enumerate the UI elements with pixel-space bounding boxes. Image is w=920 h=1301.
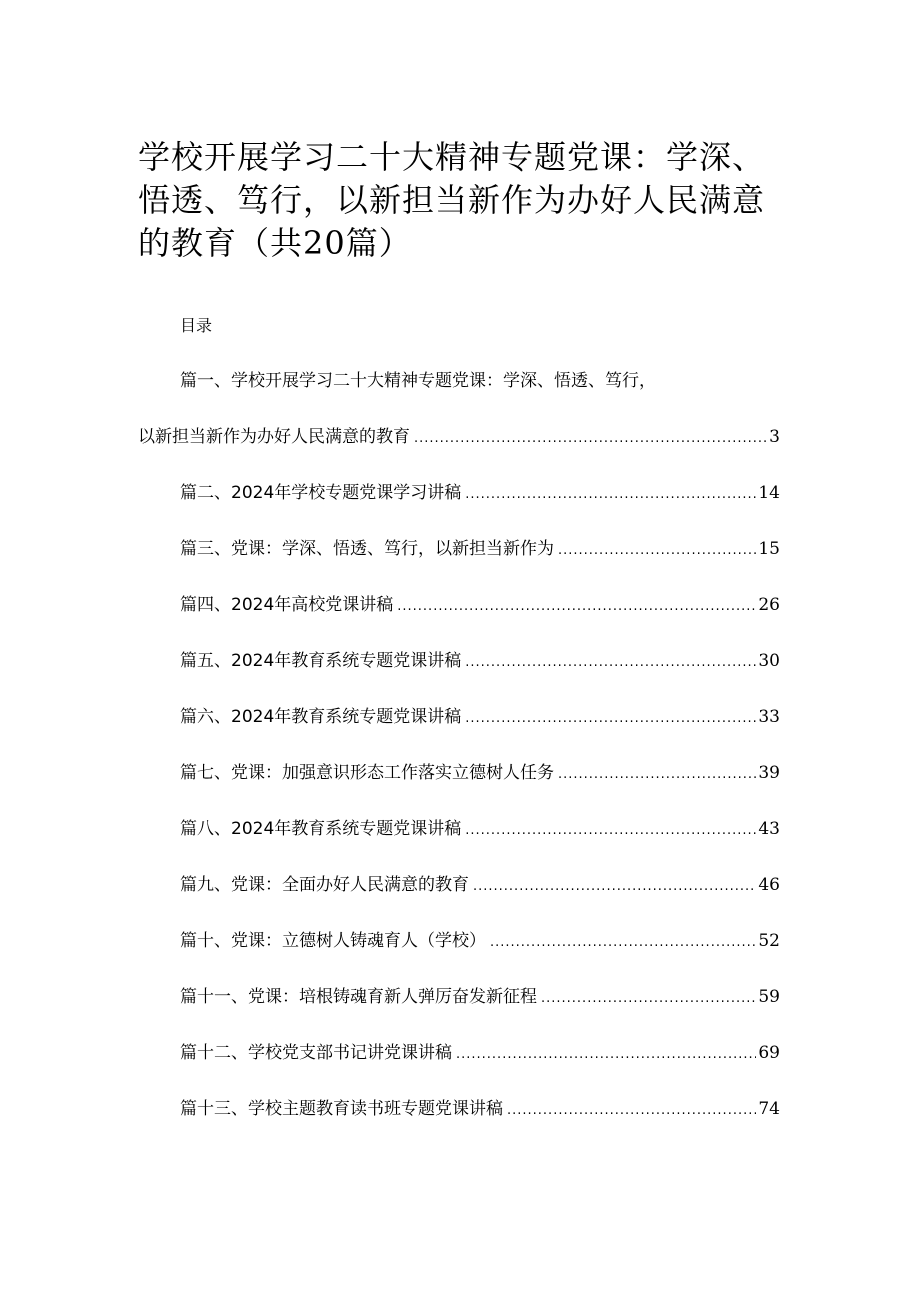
toc-entry-7[interactable] <box>180 762 780 786</box>
toc-entry-6[interactable] <box>180 706 780 730</box>
toc-leader-dots <box>490 932 756 954</box>
toc-page-number: 46 <box>758 875 780 895</box>
toc-entry-text: 以新担当新作为办好人民满意的教育 <box>138 427 410 447</box>
toc-entry-text: 篇十一、党课：培根铸魂育新人弹厉奋发新征程 <box>180 987 537 1007</box>
toc-entry-8[interactable] <box>180 818 780 842</box>
toc-leader-dots <box>465 708 756 730</box>
toc-page-number: 59 <box>758 987 780 1007</box>
toc-page-number: 69 <box>758 1043 780 1063</box>
toc-entry-text: 篇二、2024年学校专题党课学习讲稿 <box>180 483 462 503</box>
toc-entry-13[interactable] <box>180 1098 780 1122</box>
toc-leader-dots <box>558 764 756 786</box>
toc-page-number: 14 <box>758 483 780 503</box>
toc-page-number: 52 <box>758 931 780 951</box>
toc-page-number: 74 <box>758 1099 780 1119</box>
toc-entry-text: 篇七、党课：加强意识形态工作落实立德树人任务 <box>180 763 554 783</box>
toc-entry-4[interactable] <box>180 594 780 618</box>
toc-entry-text: 篇三、党课：学深、悟透、笃行，以新担当新作为 <box>180 539 554 559</box>
toc-page-number: 39 <box>758 763 780 783</box>
toc-entry-text: 篇九、党课：全面办好人民满意的教育 <box>180 875 469 895</box>
toc-entry-3[interactable] <box>180 538 780 562</box>
toc-entry-text: 篇六、2024年教育系统专题党课讲稿 <box>180 707 462 727</box>
toc-entry-text: 篇十、党课：立德树人铸魂育人（学校） <box>180 931 486 951</box>
toc-entry-9[interactable] <box>180 874 780 898</box>
toc-page-number: 33 <box>758 707 780 727</box>
toc-page-number: 43 <box>758 819 780 839</box>
toc-entry-5[interactable] <box>180 650 780 674</box>
toc-leader-dots <box>465 484 756 506</box>
toc-entry-12[interactable] <box>180 1042 780 1066</box>
toc-page-number: 30 <box>758 651 780 671</box>
toc-entry-text: 篇八、2024年教育系统专题党课讲稿 <box>180 819 462 839</box>
toc-entry-text: 篇四、2024年高校党课讲稿 <box>180 595 394 615</box>
toc-leader-dots <box>465 820 756 842</box>
document-title: 学校开展学习二十大精神专题党课：学深、悟透、笃行，以新担当新作为办好人民满意的教育（共20篇） <box>138 138 766 262</box>
toc-leader-dots <box>465 652 756 674</box>
toc-leader-dots <box>414 428 767 450</box>
toc-entry-11[interactable] <box>180 986 780 1010</box>
toc-entry-1[interactable] <box>138 426 780 450</box>
toc-leader-dots <box>456 1044 756 1066</box>
toc-entry-2[interactable] <box>180 482 780 506</box>
toc-page-number: 15 <box>758 539 780 559</box>
toc-leader-dots <box>397 596 756 618</box>
toc-leader-dots <box>558 540 756 562</box>
toc-page-number: 3 <box>769 427 780 447</box>
toc-page-number: 26 <box>758 595 780 615</box>
toc-entry-text: 篇十三、学校主题教育读书班专题党课讲稿 <box>180 1099 503 1119</box>
toc-entry-text: 篇五、2024年教育系统专题党课讲稿 <box>180 651 462 671</box>
toc-entry-text: 篇十二、学校党支部书记讲党课讲稿 <box>180 1043 452 1063</box>
toc-leader-dots <box>473 876 756 898</box>
toc-entry-10[interactable] <box>180 930 780 954</box>
toc-entry-1-line1[interactable]: 篇一、学校开展学习二十大精神专题党课：学深、悟透、笃行， <box>180 371 656 391</box>
toc-leader-dots <box>507 1100 756 1122</box>
toc-leader-dots <box>541 988 756 1010</box>
toc-heading: 目录 <box>180 316 213 335</box>
